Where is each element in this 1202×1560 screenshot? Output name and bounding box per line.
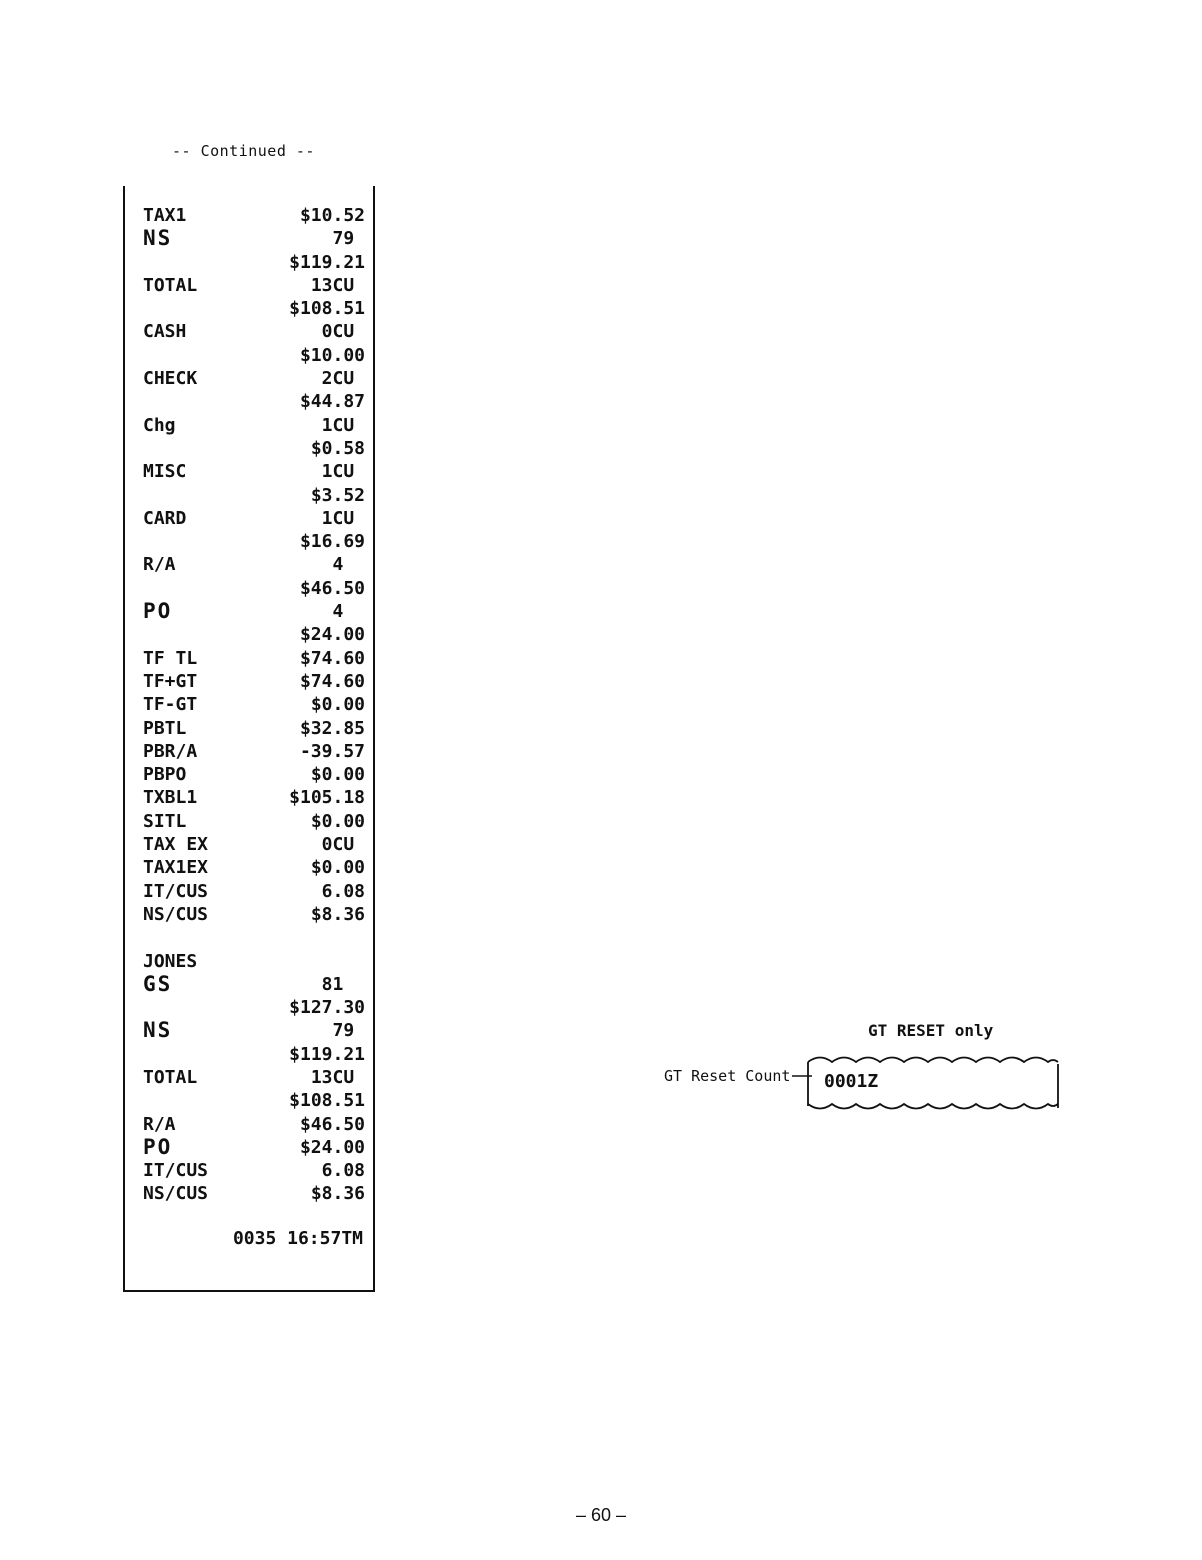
receipt-row-value: 6.08 <box>321 880 365 902</box>
receipt-row <box>143 228 369 251</box>
receipt-row-label: TF TL <box>143 647 198 669</box>
receipt-row <box>143 881 369 904</box>
receipt-row <box>143 578 369 601</box>
receipt-row <box>143 205 369 228</box>
receipt-row-value: $108.51 <box>289 1090 365 1112</box>
receipt-row-label: Chg <box>143 414 176 436</box>
receipt-row-value: $10.52 <box>299 205 365 226</box>
receipt-row <box>143 252 369 275</box>
continued-label: -- Continued -- <box>172 142 315 160</box>
receipt-row-value: 79 <box>332 1020 365 1042</box>
receipt-row-value: 79 <box>332 228 365 250</box>
receipt-row-label: R/A <box>143 554 176 576</box>
receipt-row-label: PBTL <box>143 717 187 739</box>
receipt-row <box>143 1114 369 1137</box>
receipt-row <box>143 391 369 414</box>
receipt-row <box>143 485 369 508</box>
receipt-row <box>143 787 369 810</box>
receipt-row-value: 2CU <box>321 368 365 390</box>
receipt-row-value: $105.18 <box>289 787 365 809</box>
receipt-row-label: CARD <box>143 507 187 529</box>
receipt-row-value: $8.36 <box>310 1183 365 1205</box>
receipt-row-label: R/A <box>143 1113 176 1135</box>
receipt-row-value: $24.00 <box>299 1136 365 1158</box>
receipt-row-value: $108.51 <box>289 298 365 320</box>
receipt-row-value: -39.57 <box>299 740 365 762</box>
receipt-row <box>143 927 369 950</box>
receipt-row-value: $74.60 <box>299 670 365 692</box>
receipt-row-value: 4 <box>332 601 365 623</box>
receipt-row <box>143 857 369 880</box>
receipt-row <box>143 648 369 671</box>
receipt-row-value: $0.00 <box>310 857 365 879</box>
receipt-row <box>143 1067 369 1090</box>
receipt-row-value: 0CU <box>321 321 365 343</box>
receipt-row-label: PO <box>143 1134 173 1159</box>
receipt-row <box>143 321 369 344</box>
receipt-row-label: NS/CUS <box>143 1183 209 1205</box>
receipt-row-value: $3.52 <box>310 484 365 506</box>
receipt-row-value: 81 <box>321 973 365 995</box>
receipt-row-label: NS <box>143 226 173 251</box>
receipt-footer: 0035 16:57TM <box>232 1228 363 1249</box>
receipt-row <box>143 1090 369 1113</box>
gt-reset-title: GT RESET only <box>868 1021 994 1040</box>
receipt-row-value: $0.00 <box>310 764 365 786</box>
receipt-row <box>143 1134 369 1160</box>
receipt-row-label: TF+GT <box>143 670 198 692</box>
receipt-row-value: 4 <box>332 554 365 576</box>
receipt-row <box>143 345 369 368</box>
receipt-row-value: $46.50 <box>299 1113 365 1135</box>
receipt-row <box>143 811 369 834</box>
receipt-row <box>143 624 369 647</box>
receipt-row-label: JONES <box>143 950 198 972</box>
receipt-row-value: $119.21 <box>289 251 365 273</box>
receipt-row <box>143 764 369 787</box>
receipt-row-label: GS <box>143 971 173 996</box>
receipt-row-label: NS/CUS <box>143 903 209 925</box>
receipt-row <box>143 368 369 391</box>
receipt-row <box>143 508 369 531</box>
receipt-row <box>143 415 369 438</box>
receipt-row <box>143 298 369 321</box>
receipt-row-label: PO <box>143 599 173 624</box>
receipt-row-value: $46.50 <box>299 577 365 599</box>
receipt-row-value: 1CU <box>321 461 365 483</box>
receipt-rows <box>143 205 369 1207</box>
receipt-row-label: IT/CUS <box>143 1160 209 1182</box>
receipt-row-label: TXBL1 <box>143 787 198 809</box>
gt-reset-count-label: GT Reset Count <box>664 1067 791 1085</box>
receipt-row-value: $8.36 <box>310 903 365 925</box>
receipt-row-value: $32.85 <box>299 717 365 739</box>
receipt-row-label: TAX EX <box>143 834 209 856</box>
receipt-row-label: TOTAL <box>143 1066 198 1088</box>
receipt-row-value: 6.08 <box>321 1160 365 1182</box>
receipt-row-label: CASH <box>143 321 187 343</box>
receipt-row-value: $0.00 <box>310 810 365 832</box>
receipt-row-value: $16.69 <box>299 531 365 553</box>
receipt-row-value: $10.00 <box>299 344 365 366</box>
receipt-row <box>143 461 369 484</box>
receipt-row <box>143 951 369 974</box>
receipt-row-label: PBR/A <box>143 740 198 762</box>
box-top-wave <box>808 1058 1058 1063</box>
receipt-row-value: $119.21 <box>289 1043 365 1065</box>
report-receipt <box>123 186 375 1292</box>
receipt-row <box>143 1020 369 1043</box>
receipt-row-value: 0CU <box>321 834 365 856</box>
receipt-row <box>143 275 369 298</box>
receipt-row <box>143 694 369 717</box>
receipt-row <box>143 741 369 764</box>
receipt-row-value: 1CU <box>321 414 365 436</box>
receipt-row-label: NS <box>143 1018 173 1043</box>
receipt-row-value: $74.60 <box>299 647 365 669</box>
receipt-row-label: TF-GT <box>143 694 198 716</box>
receipt-row-value: 1CU <box>321 507 365 529</box>
receipt-row-value: 13CU <box>310 274 365 296</box>
receipt-row <box>143 1044 369 1067</box>
receipt-row <box>143 718 369 741</box>
receipt-row <box>143 1183 369 1206</box>
receipt-row <box>143 997 369 1020</box>
receipt-row <box>143 671 369 694</box>
receipt-row <box>143 1160 369 1183</box>
receipt-row <box>143 554 369 577</box>
receipt-row <box>143 834 369 857</box>
receipt-row <box>143 971 369 997</box>
receipt-row-value: $127.30 <box>289 997 365 1019</box>
receipt-row-label: TAX1 <box>143 205 187 226</box>
receipt-row-label: TAX1EX <box>143 857 209 879</box>
receipt-row-value: $24.00 <box>299 624 365 646</box>
box-bottom-wave <box>808 1104 1058 1109</box>
receipt-row <box>143 601 369 624</box>
receipt-row <box>143 438 369 461</box>
receipt-row <box>143 904 369 927</box>
receipt-row-value: $0.00 <box>310 694 365 716</box>
receipt-row-value: 13CU <box>310 1066 365 1088</box>
receipt-row-value: $0.58 <box>310 437 365 459</box>
receipt-row-label: IT/CUS <box>143 880 209 902</box>
receipt-row-label: CHECK <box>143 368 198 390</box>
receipt-row <box>143 531 369 554</box>
gt-reset-count-value: 0001Z <box>824 1071 879 1092</box>
receipt-row-label: SITL <box>143 810 187 832</box>
receipt-row-label: TOTAL <box>143 274 198 296</box>
receipt-row-value: $44.87 <box>299 391 365 413</box>
page-number: – 60 – <box>575 1505 627 1525</box>
receipt-row-label: MISC <box>143 461 187 483</box>
receipt-row-label: PBPO <box>143 764 187 786</box>
